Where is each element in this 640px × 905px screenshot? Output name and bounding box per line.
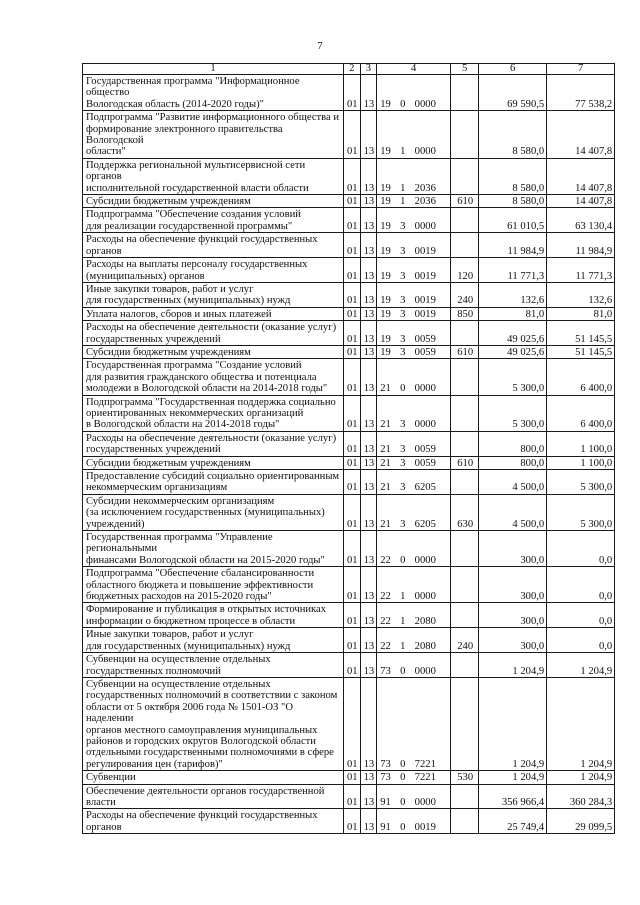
expense-type-code	[451, 677, 479, 770]
subsection-code: 13	[360, 470, 377, 495]
subsection-code: 13	[360, 603, 377, 628]
expense-type-code	[451, 158, 479, 194]
amount-col-7: 63 130,4	[547, 208, 615, 233]
target-article-code: 22 1 0000	[377, 567, 451, 603]
target-article-code: 73 0 7221	[377, 771, 451, 784]
row-name: Расходы на обеспечение деятельности (оказание услуг) государственных учреждений	[83, 321, 344, 346]
amount-col-6: 8 580,0	[479, 195, 547, 208]
section-code: 01	[344, 653, 361, 678]
amount-col-6: 81,0	[479, 307, 547, 320]
expense-type-code	[451, 395, 479, 431]
expense-type-code	[451, 567, 479, 603]
amount-col-6: 300,0	[479, 567, 547, 603]
expense-type-code: 850	[451, 307, 479, 320]
section-code: 01	[344, 195, 361, 208]
subsection-code: 13	[360, 677, 377, 770]
table-row	[83, 282, 615, 307]
target-article-code: 73 0 0000	[377, 653, 451, 678]
amount-col-7: 51 145,5	[547, 345, 615, 358]
target-article-code: 91 0 0000	[377, 784, 451, 809]
amount-col-7: 11 984,9	[547, 233, 615, 258]
subsection-code: 13	[360, 75, 377, 111]
table-row	[83, 345, 615, 358]
subsection-code: 13	[360, 359, 377, 395]
expense-type-code	[451, 359, 479, 395]
section-code: 01	[344, 258, 361, 283]
row-name: Государственная программа "Управление региональными финансами Вологодской области на 2015-2020 годы"	[83, 531, 344, 567]
subsection-code: 13	[360, 494, 377, 530]
section-code: 01	[344, 208, 361, 233]
amount-col-6: 300,0	[479, 628, 547, 653]
expense-type-code	[451, 111, 479, 159]
expense-type-code: 240	[451, 628, 479, 653]
table-row	[83, 603, 615, 628]
subsection-code: 13	[360, 307, 377, 320]
section-code: 01	[344, 431, 361, 456]
table-row	[83, 359, 615, 395]
amount-col-7: 0,0	[547, 603, 615, 628]
expense-type-code	[451, 603, 479, 628]
subsection-code: 13	[360, 321, 377, 346]
row-name: Поддержка региональной мультисервисной сети органов исполнительной государственной власти области	[83, 158, 344, 194]
table-row	[83, 233, 615, 258]
target-article-code: 91 0 0019	[377, 809, 451, 834]
amount-col-6: 11 771,3	[479, 258, 547, 283]
amount-col-7: 14 407,8	[547, 111, 615, 159]
amount-col-7: 5 300,0	[547, 470, 615, 495]
section-code: 01	[344, 531, 361, 567]
target-article-code: 22 0 0000	[377, 531, 451, 567]
target-article-code: 19 3 0019	[377, 233, 451, 258]
table-row	[83, 771, 615, 784]
target-article-code: 19 3 0019	[377, 307, 451, 320]
subsection-code: 13	[360, 456, 377, 469]
section-code: 01	[344, 282, 361, 307]
expense-type-code: 120	[451, 258, 479, 283]
row-name: Подпрограмма "Обеспечение сбалансированности областного бюджета и повышение эффективности бюджетных расходов на 2015-2020 годы"	[83, 567, 344, 603]
table-row	[83, 470, 615, 495]
target-article-code: 19 0 0000	[377, 75, 451, 111]
target-article-code: 19 3 0059	[377, 321, 451, 346]
amount-col-6: 1 204,9	[479, 677, 547, 770]
subsection-code: 13	[360, 431, 377, 456]
expense-type-code: 610	[451, 345, 479, 358]
amount-col-6: 61 010,5	[479, 208, 547, 233]
section-code: 01	[344, 567, 361, 603]
amount-col-7: 29 099,5	[547, 809, 615, 834]
target-article-code: 21 0 0000	[377, 359, 451, 395]
section-code: 01	[344, 494, 361, 530]
expense-type-code: 530	[451, 771, 479, 784]
amount-col-7: 0,0	[547, 567, 615, 603]
amount-col-6: 5 300,0	[479, 359, 547, 395]
section-code: 01	[344, 771, 361, 784]
table-row	[83, 321, 615, 346]
section-code: 01	[344, 158, 361, 194]
expense-type-code	[451, 321, 479, 346]
subsection-code: 13	[360, 628, 377, 653]
header-col-7: 7	[547, 64, 615, 75]
subsection-code: 13	[360, 195, 377, 208]
expense-type-code	[451, 233, 479, 258]
page-number: 7	[317, 40, 323, 52]
table-row	[83, 307, 615, 320]
target-article-code: 21 3 6205	[377, 494, 451, 530]
budget-table	[82, 63, 615, 834]
row-name: Уплата налогов, сборов и иных платежей	[83, 307, 344, 320]
section-code: 01	[344, 603, 361, 628]
row-name: Субвенции на осуществление отдельных государственных полномочий в соответствии с законом области от 5 октября 2006 года № 1501-ОЗ "О наделении органов местного самоуправления муниципальных районов и городских округов Вологодской области отдельными государственными полномочиями в сфере регулирования цен (тарифов)"	[83, 677, 344, 770]
row-name: Подпрограмма "Обеспечение создания условий для реализации государственной программы"	[83, 208, 344, 233]
row-name: Государственная программа "Информационное общество Вологодская область (2014-2020 годы)"	[83, 75, 344, 111]
row-name: Субсидии некоммерческим организациям (за исключением государственных (муниципальных) учреждений)	[83, 494, 344, 530]
table-row	[83, 111, 615, 159]
table-row	[83, 628, 615, 653]
expense-type-code: 610	[451, 456, 479, 469]
row-name: Формирование и публикация в открытых источниках информации о бюджетном процессе в области	[83, 603, 344, 628]
table-row	[83, 784, 615, 809]
subsection-code: 13	[360, 531, 377, 567]
section-code: 01	[344, 307, 361, 320]
amount-col-6: 4 500,0	[479, 470, 547, 495]
section-code: 01	[344, 345, 361, 358]
amount-col-6: 300,0	[479, 603, 547, 628]
expense-type-code	[451, 653, 479, 678]
amount-col-7: 81,0	[547, 307, 615, 320]
row-name: Субвенции на осуществление отдельных государственных полномочий	[83, 653, 344, 678]
amount-col-6: 8 580,0	[479, 111, 547, 159]
amount-col-7: 1 100,0	[547, 431, 615, 456]
table-row	[83, 208, 615, 233]
row-name: Иные закупки товаров, работ и услуг для государственных (муниципальных) нужд	[83, 628, 344, 653]
target-article-code: 19 3 0019	[377, 258, 451, 283]
amount-col-7: 1 100,0	[547, 456, 615, 469]
target-article-code: 21 3 6205	[377, 470, 451, 495]
amount-col-7: 51 145,5	[547, 321, 615, 346]
section-code: 01	[344, 395, 361, 431]
target-article-code: 21 3 0000	[377, 395, 451, 431]
amount-col-6: 49 025,6	[479, 321, 547, 346]
expense-type-code	[451, 470, 479, 495]
row-name: Обеспечение деятельности органов государственной власти	[83, 784, 344, 809]
table-row	[83, 531, 615, 567]
expense-type-code: 630	[451, 494, 479, 530]
target-article-code: 19 1 2036	[377, 195, 451, 208]
amount-col-7: 6 400,0	[547, 395, 615, 431]
amount-col-7: 77 538,2	[547, 75, 615, 111]
target-article-code: 22 1 2080	[377, 628, 451, 653]
target-article-code: 21 3 0059	[377, 431, 451, 456]
target-article-code: 19 1 2036	[377, 158, 451, 194]
target-article-code: 19 1 0000	[377, 111, 451, 159]
row-name: Расходы на обеспечение деятельности (оказание услуг) государственных учреждений	[83, 431, 344, 456]
section-code: 01	[344, 809, 361, 834]
target-article-code: 22 1 2080	[377, 603, 451, 628]
row-name: Иные закупки товаров, работ и услуг для государственных (муниципальных) нужд	[83, 282, 344, 307]
header-col-4: 4	[377, 64, 451, 75]
section-code: 01	[344, 677, 361, 770]
table-row	[83, 395, 615, 431]
amount-col-6: 4 500,0	[479, 494, 547, 530]
amount-col-6: 1 204,9	[479, 771, 547, 784]
table-row	[83, 431, 615, 456]
amount-col-7: 132,6	[547, 282, 615, 307]
table-row	[83, 567, 615, 603]
table-row	[83, 653, 615, 678]
table-row	[83, 75, 615, 111]
expense-type-code	[451, 531, 479, 567]
expense-type-code: 610	[451, 195, 479, 208]
table-row	[83, 195, 615, 208]
header-col-6: 6	[479, 64, 547, 75]
target-article-code: 19 3 0059	[377, 345, 451, 358]
expense-type-code	[451, 75, 479, 111]
section-code: 01	[344, 233, 361, 258]
table-row	[83, 456, 615, 469]
expense-type-code	[451, 208, 479, 233]
amount-col-7: 0,0	[547, 628, 615, 653]
row-name: Предоставление субсидий социально ориентированным некоммерческим организациям	[83, 470, 344, 495]
amount-col-6: 800,0	[479, 456, 547, 469]
amount-col-7: 6 400,0	[547, 359, 615, 395]
subsection-code: 13	[360, 233, 377, 258]
section-code: 01	[344, 628, 361, 653]
header-row	[83, 64, 615, 75]
row-name: Субвенции	[83, 771, 344, 784]
amount-col-7: 1 204,9	[547, 771, 615, 784]
row-name: Субсидии бюджетным учреждениям	[83, 345, 344, 358]
subsection-code: 13	[360, 653, 377, 678]
section-code: 01	[344, 111, 361, 159]
amount-col-6: 8 580,0	[479, 158, 547, 194]
row-name: Расходы на обеспечение функций государственных органов	[83, 809, 344, 834]
row-name: Расходы на выплаты персоналу государственных (муниципальных) органов	[83, 258, 344, 283]
subsection-code: 13	[360, 771, 377, 784]
subsection-code: 13	[360, 111, 377, 159]
amount-col-7: 0,0	[547, 531, 615, 567]
subsection-code: 13	[360, 395, 377, 431]
amount-col-7: 1 204,9	[547, 653, 615, 678]
table-row	[83, 809, 615, 834]
subsection-code: 13	[360, 567, 377, 603]
expense-type-code: 240	[451, 282, 479, 307]
amount-col-7: 11 771,3	[547, 258, 615, 283]
amount-col-6: 800,0	[479, 431, 547, 456]
subsection-code: 13	[360, 282, 377, 307]
target-article-code: 19 3 0000	[377, 208, 451, 233]
section-code: 01	[344, 359, 361, 395]
amount-col-6: 1 204,9	[479, 653, 547, 678]
subsection-code: 13	[360, 158, 377, 194]
target-article-code: 19 3 0019	[377, 282, 451, 307]
target-article-code: 73 0 7221	[377, 677, 451, 770]
subsection-code: 13	[360, 809, 377, 834]
row-name: Субсидии бюджетным учреждениям	[83, 456, 344, 469]
row-name: Государственная программа "Создание условий для развития гражданского общества и потенциала молодежи в Вологодской области на 2014-2018 годы"	[83, 359, 344, 395]
section-code: 01	[344, 784, 361, 809]
table-row	[83, 158, 615, 194]
amount-col-6: 356 966,4	[479, 784, 547, 809]
row-name: Расходы на обеспечение функций государственных органов	[83, 233, 344, 258]
subsection-code: 13	[360, 345, 377, 358]
amount-col-6: 5 300,0	[479, 395, 547, 431]
amount-col-7: 1 204,9	[547, 677, 615, 770]
row-name: Подпрограмма "Государственная поддержка социально ориентированных некоммерческих организаций в Вологодской области на 2014-2018 годы"	[83, 395, 344, 431]
target-article-code: 21 3 0059	[377, 456, 451, 469]
section-code: 01	[344, 470, 361, 495]
header-col-3: 3	[360, 64, 377, 75]
amount-col-6: 132,6	[479, 282, 547, 307]
amount-col-7: 5 300,0	[547, 494, 615, 530]
section-code: 01	[344, 456, 361, 469]
header-col-2: 2	[344, 64, 361, 75]
table-row	[83, 258, 615, 283]
amount-col-7: 360 284,3	[547, 784, 615, 809]
expense-type-code	[451, 431, 479, 456]
amount-col-6: 69 590,5	[479, 75, 547, 111]
row-name: Подпрограмма "Развитие информационного общества и формирование электронного правительства Вологодской области"	[83, 111, 344, 159]
section-code: 01	[344, 321, 361, 346]
subsection-code: 13	[360, 208, 377, 233]
subsection-code: 13	[360, 784, 377, 809]
header-col-5: 5	[451, 64, 479, 75]
table-row	[83, 494, 615, 530]
subsection-code: 13	[360, 258, 377, 283]
table-row	[83, 677, 615, 770]
expense-type-code	[451, 809, 479, 834]
amount-col-6: 49 025,6	[479, 345, 547, 358]
expense-type-code	[451, 784, 479, 809]
header-col-1: 1	[83, 64, 344, 75]
amount-col-6: 300,0	[479, 531, 547, 567]
row-name: Субсидии бюджетным учреждениям	[83, 195, 344, 208]
amount-col-7: 14 407,8	[547, 195, 615, 208]
amount-col-6: 25 749,4	[479, 809, 547, 834]
section-code: 01	[344, 75, 361, 111]
amount-col-6: 11 984,9	[479, 233, 547, 258]
amount-col-7: 14 407,8	[547, 158, 615, 194]
